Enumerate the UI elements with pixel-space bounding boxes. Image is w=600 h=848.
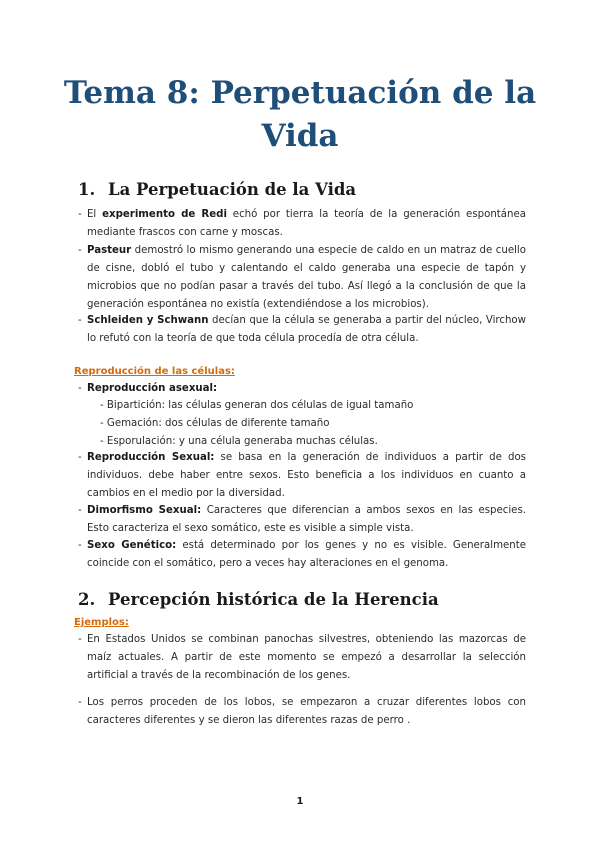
list-item: - Dimorfismo Sexual: Caracteres que diferencian a ambos sexos en las especies. Esto caracteriza el sexo somático, este es visible a simple vista.	[78, 505, 526, 534]
sub-list-item: - Bipartición: las células generan dos células de igual tamaño	[100, 400, 414, 411]
bold-term: Schleiden y Schwann	[87, 315, 209, 326]
page-number: 1	[296, 796, 304, 807]
bold-term: Sexo Genético:	[87, 540, 177, 551]
reproduccion-subtitle: Reproducción de las células:	[74, 366, 235, 377]
list-item: - Schleiden y Schwann decían que la célula se generaba a partir del núcleo, Virchow lo refutó con la teoría de que toda célula procedía de otra célula.	[78, 315, 526, 344]
examples-subtitle: Ejemplos:	[74, 617, 129, 628]
list-item: - En Estados Unidos se combinan panochas silvestres, obteniendo las mazorcas de maíz actuales. A partir de este momento se empezó a desarrollar la selección artificial a través de la recombinación de los genes.	[78, 634, 526, 681]
sub-list-item: - Gemación: dos células de diferente tamaño	[100, 418, 330, 429]
sub-list-item: - Esporulación: y una célula generaba muchas células.	[100, 436, 378, 447]
list-item: - El experimento de Redi echó por tierra la teoría de la generación espontánea mediante frascos con carne y moscas.	[78, 209, 526, 238]
list-item: - Reproducción Sexual: se basa en la generación de individuos a partir de dos individuos. debe haber entre sexos. Esto beneficia a los individuos en cuanto a cambios en el medio por la diversidad.	[78, 452, 526, 499]
page-title: Tema 8: Perpetuación de la Vida	[63, 75, 537, 154]
bold-term: Reproducción Sexual:	[87, 452, 215, 463]
list-item: - Reproducción asexual:	[78, 383, 218, 394]
section-1-number: 1.	[78, 180, 96, 199]
list-item: - Pasteur demostró lo mismo generando una especie de caldo en un matraz de cuello de cisne, dobló el tubo y calentando el caldo generaba una especie de tapón y microbios que no podían pasar a través del tubo. Así llegó a la conclusión de que la generación espontánea no existía (extendiéndose a los microbios).	[78, 245, 526, 310]
section-2-title: Percepción histórica de la Herencia	[108, 590, 439, 609]
bold-term: experimento de Redi	[102, 209, 227, 220]
section-2-heading	[78, 590, 439, 609]
section-1-heading	[78, 180, 356, 199]
section-2-number: 2.	[78, 590, 96, 609]
list-item: - Sexo Genético: está determinado por los genes y no es visible. Generalmente coincide con el somático, pero a veces hay alteraciones en el genoma.	[78, 540, 526, 569]
bold-term: Pasteur	[87, 245, 132, 256]
section-1-title: La Perpetuación de la Vida	[108, 180, 357, 199]
list-item: - Los perros proceden de los lobos, se empezaron a cruzar diferentes lobos con caracteres diferentes y se dieron las diferentes razas de perro .	[78, 697, 526, 726]
bold-term: Dimorfismo Sexual:	[87, 505, 202, 516]
bold-term: Reproducción asexual:	[87, 383, 218, 394]
